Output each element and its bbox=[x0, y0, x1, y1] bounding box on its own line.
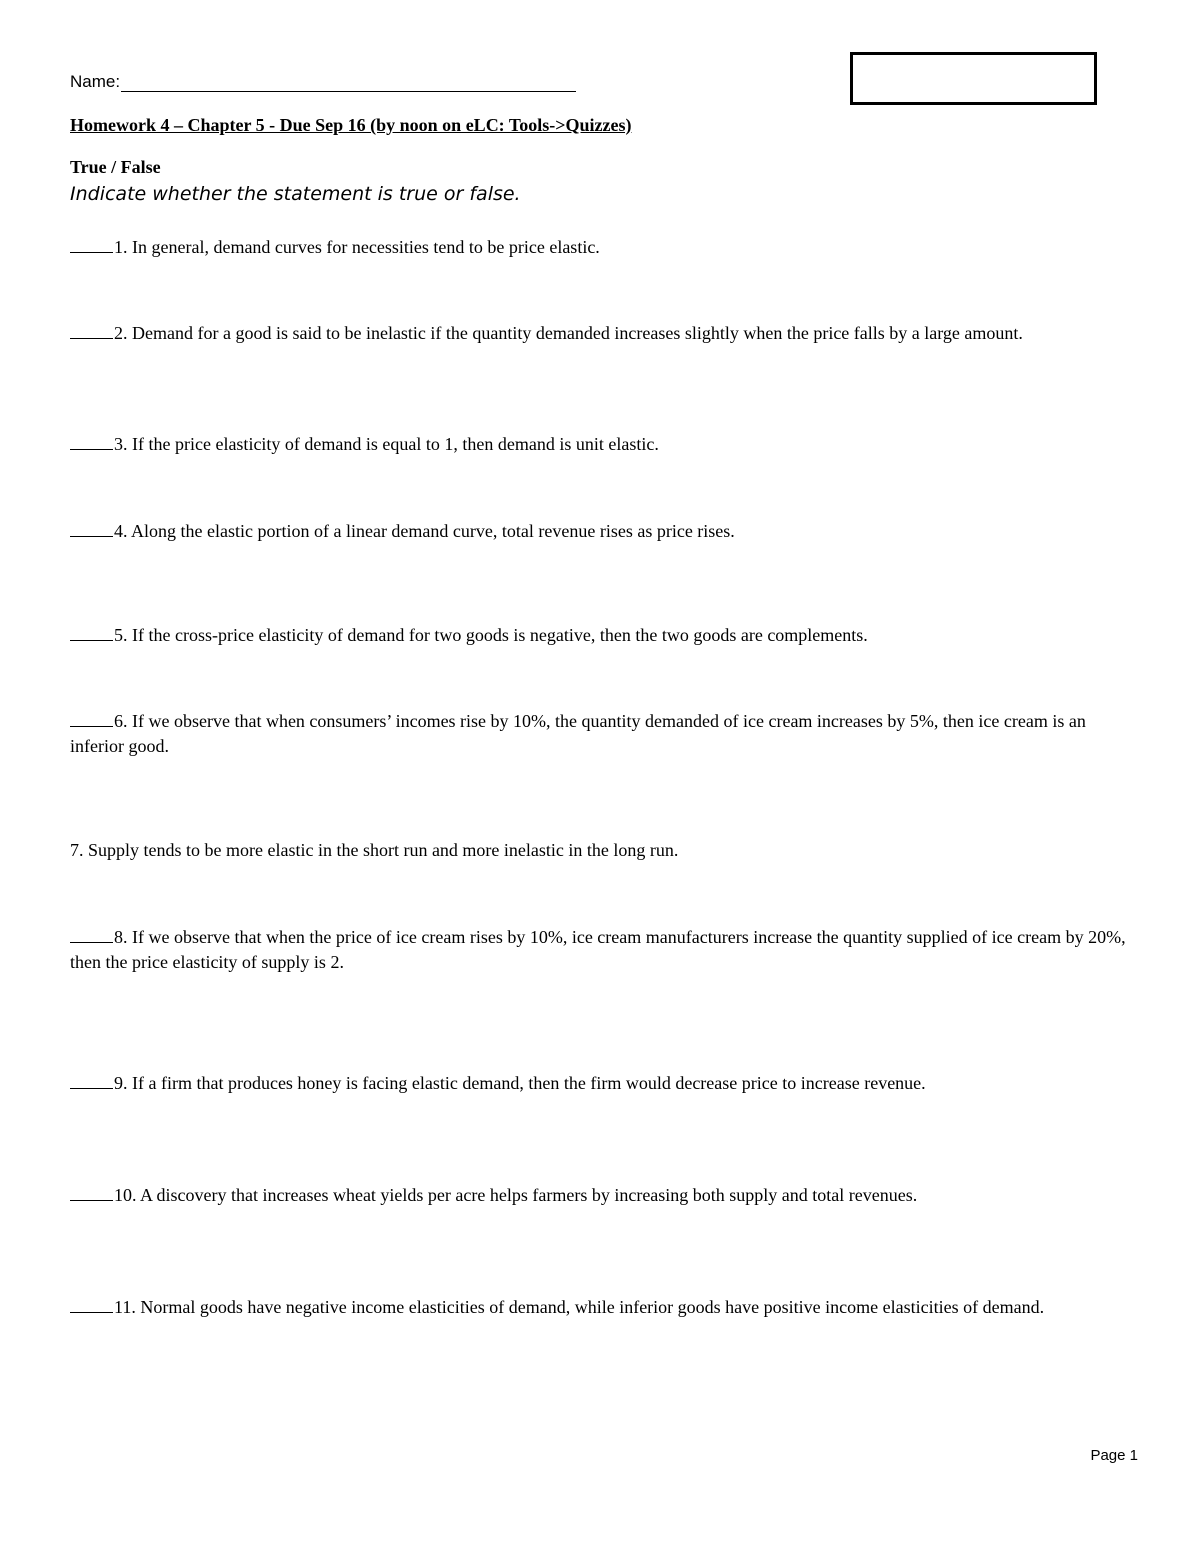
section-instructions: Indicate whether the statement is true or false. bbox=[70, 183, 521, 205]
question-number: 11. bbox=[114, 1297, 136, 1317]
question-number: 5. bbox=[114, 625, 128, 645]
question-11 bbox=[70, 1295, 1135, 1320]
answer-blank[interactable] bbox=[70, 237, 113, 253]
question-text: Normal goods have negative income elasticities of demand, while inferior goods have positive income elasticities of demand. bbox=[140, 1297, 1045, 1317]
name-label: Name: bbox=[70, 72, 121, 91]
question-5 bbox=[70, 623, 1135, 648]
question-number: 7. bbox=[70, 840, 84, 860]
question-text: In general, demand curves for necessities tend to be price elastic. bbox=[132, 237, 600, 257]
question-number: 4. bbox=[114, 521, 128, 541]
question-number: 10. bbox=[114, 1185, 137, 1205]
question-text: If the cross-price elasticity of demand for two goods is negative, then the two goods are complements. bbox=[132, 625, 868, 645]
answer-blank[interactable] bbox=[70, 625, 113, 641]
answer-blank[interactable] bbox=[70, 711, 113, 727]
question-text: Supply tends to be more elastic in the short run and more inelastic in the long run. bbox=[88, 840, 679, 860]
answer-blank[interactable] bbox=[70, 1073, 113, 1089]
question-number: 8. bbox=[114, 927, 128, 947]
question-8 bbox=[70, 925, 1135, 975]
answer-blank[interactable] bbox=[70, 323, 113, 339]
answer-blank[interactable] bbox=[70, 1185, 113, 1201]
section-heading: True / False bbox=[70, 157, 161, 177]
question-text: A discovery that increases wheat yields per acre helps farmers by increasing both supply and total revenues. bbox=[140, 1185, 918, 1205]
answer-blank[interactable] bbox=[70, 1297, 113, 1313]
question-text: Along the elastic portion of a linear demand curve, total revenue rises as price rises. bbox=[131, 521, 735, 541]
question-number: 3. bbox=[114, 434, 128, 454]
name-input-line[interactable] bbox=[121, 73, 576, 92]
question-number: 2. bbox=[114, 323, 128, 343]
name-field-row bbox=[70, 72, 576, 92]
answer-blank[interactable] bbox=[70, 434, 113, 450]
score-box bbox=[850, 52, 1097, 105]
question-6 bbox=[70, 709, 1135, 759]
page-number: Page 1 bbox=[1090, 1447, 1138, 1464]
answer-blank[interactable] bbox=[70, 521, 113, 537]
question-1 bbox=[70, 235, 1135, 260]
question-text: If we observe that when the price of ice cream rises by 10%, ice cream manufacturers increase the quantity supplied of ice cream by 20%, then the price elasticity of supply is 2. bbox=[70, 927, 1126, 972]
answer-blank[interactable] bbox=[70, 927, 113, 943]
question-text: If the price elasticity of demand is equal to 1, then demand is unit elastic. bbox=[132, 434, 659, 454]
question-number: 6. bbox=[114, 711, 128, 731]
question-4 bbox=[70, 519, 1135, 544]
question-text: If we observe that when consumers’ incomes rise by 10%, the quantity demanded of ice cream increases by 5%, then ice cream is an inferior good. bbox=[70, 711, 1086, 756]
homework-title: Homework 4 – Chapter 5 - Due Sep 16 (by noon on eLC: Tools->Quizzes) bbox=[70, 115, 632, 135]
question-7 bbox=[70, 838, 1135, 863]
question-2 bbox=[70, 321, 1135, 346]
question-text: Demand for a good is said to be inelastic if the quantity demanded increases slightly when the price falls by a large amount. bbox=[132, 323, 1023, 343]
question-number: 9. bbox=[114, 1073, 128, 1093]
question-9 bbox=[70, 1071, 1135, 1096]
question-number: 1. bbox=[114, 237, 128, 257]
question-3 bbox=[70, 432, 1135, 457]
question-10 bbox=[70, 1183, 1135, 1208]
question-text: If a firm that produces honey is facing elastic demand, then the firm would decrease price to increase revenue. bbox=[132, 1073, 926, 1093]
